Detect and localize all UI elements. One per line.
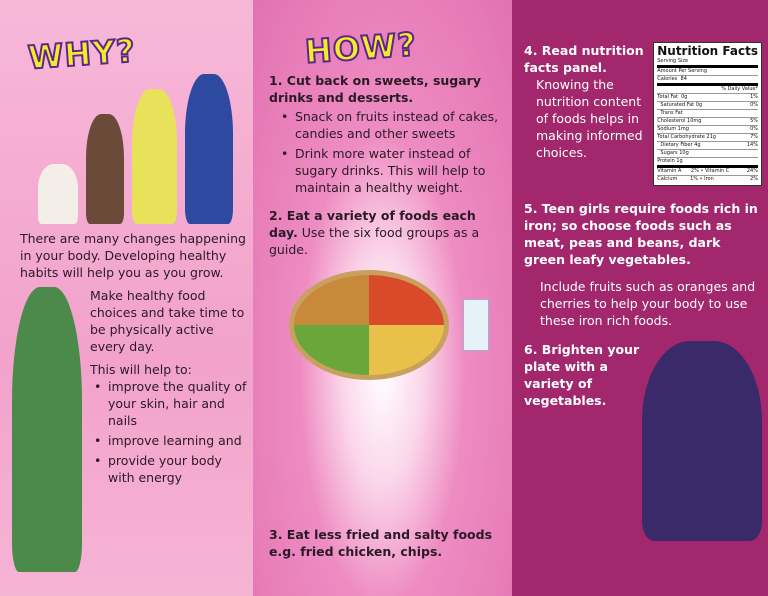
bullet: • provide your body with energy	[90, 452, 247, 486]
nf-dv: % Daily Value*	[721, 86, 758, 92]
nf-row	[657, 125, 758, 133]
nf-row-value: 24%	[746, 168, 758, 174]
nf-calories: Calories 84	[657, 76, 687, 82]
nf-row	[657, 175, 758, 183]
nf-row-value: 0%	[750, 102, 758, 108]
nf-row-label: Saturated Fat 0g	[657, 102, 703, 108]
nf-row-label: Sodium 1mg	[657, 126, 689, 132]
why-help-lead: This will help to:	[90, 362, 192, 377]
why-bullets	[90, 378, 247, 489]
nf-row-label: Dietary Fiber 4g	[657, 142, 701, 148]
nf-row	[657, 157, 758, 165]
nf-row-label: Total Carbohydrate 21g	[657, 134, 716, 140]
nf-row	[657, 93, 758, 101]
nf-row-value: 14%	[746, 142, 758, 148]
nutrition-facts-label	[653, 42, 762, 186]
running-girl-photo	[12, 287, 82, 572]
nf-row-value: 7%	[750, 134, 758, 140]
kids-photo-group	[38, 74, 247, 224]
step2-title: 2. Eat a variety of foods each day.	[269, 208, 476, 240]
food-plate-icon	[289, 270, 449, 380]
step4-text: Knowing the nutrition content of foods helps in making informed choices.	[536, 77, 643, 160]
nf-row-value: 5%	[750, 118, 758, 124]
nf-serving: Serving Size	[657, 58, 689, 64]
baby-photo	[38, 164, 78, 224]
nf-row-label: Cholesterol 10mg	[657, 118, 702, 124]
child-photo	[86, 114, 124, 224]
step6-title: 6. Brighten your plate with a variety of vegetables.	[524, 342, 640, 408]
nf-row	[657, 149, 758, 157]
nf-row-label: Calcium 1% • Iron	[657, 176, 714, 182]
nf-row	[657, 141, 758, 149]
right-panel	[512, 0, 768, 596]
nf-row-value: 0%	[750, 126, 758, 132]
how-title: HOW?	[303, 25, 419, 71]
teen-photo	[185, 74, 233, 224]
why-panel	[0, 0, 253, 596]
girl-photo	[132, 89, 177, 224]
food-guide-illustration	[289, 270, 504, 380]
step1-title: 1. Cut back on sweets, sugary drinks and desserts.	[269, 73, 481, 105]
step1-bullets	[277, 108, 504, 199]
nf-row-label: Protein 1g	[657, 158, 683, 164]
bullet: • improve learning and	[90, 432, 247, 449]
bullet: • improve the quality of your skin, hair and nails	[90, 378, 247, 429]
nf-row	[657, 133, 758, 141]
step2-text: Use the six food groups as a guide.	[269, 225, 480, 257]
nf-row-label: Total Fat 0g	[657, 94, 688, 100]
nf-row	[657, 117, 758, 125]
nf-row-value: 1%	[750, 94, 758, 100]
water-glass-icon	[463, 299, 489, 351]
nf-row	[657, 101, 758, 109]
nf-row-value: 2%	[750, 176, 758, 182]
step3: 3. Eat less fried and salty foods e.g. fried chicken, chips.	[269, 527, 493, 559]
nf-row-label: Sugars 10g	[657, 150, 689, 156]
nf-row	[657, 165, 758, 175]
nf-row-label: Trans Fat	[657, 110, 683, 116]
salad-girl-photo	[642, 341, 762, 541]
why-intro: There are many changes happening in your body. Developing healthy habits will help you as you grow.	[20, 231, 246, 280]
bullet: • Snack on fruits instead of cakes, candies and other sweets	[277, 108, 504, 142]
nf-row-label: Vitamin A 2% • Vitamin C	[657, 168, 730, 174]
how-panel	[253, 0, 512, 596]
why-choices: Make healthy food choices and take time to be physically active every day.	[90, 288, 245, 354]
step5-title: 5. Teen girls require foods rich in iron; so choose foods such as meat, peas and beans, dark green leafy vegetables.	[524, 201, 758, 267]
nf-row	[657, 109, 758, 117]
why-title: WHY?	[26, 31, 138, 77]
step5-text: Include fruits such as oranges and cherries to help your body to use these iron rich foods.	[540, 279, 756, 328]
step4-title: 4. Read nutrition facts panel.	[524, 43, 644, 75]
nf-title: Nutrition Facts	[657, 44, 758, 58]
nf-amount: Amount Per Serving	[657, 68, 708, 74]
bullet: • Drink more water instead of sugary drinks. This will help to maintain a healthy weight.	[277, 145, 504, 196]
